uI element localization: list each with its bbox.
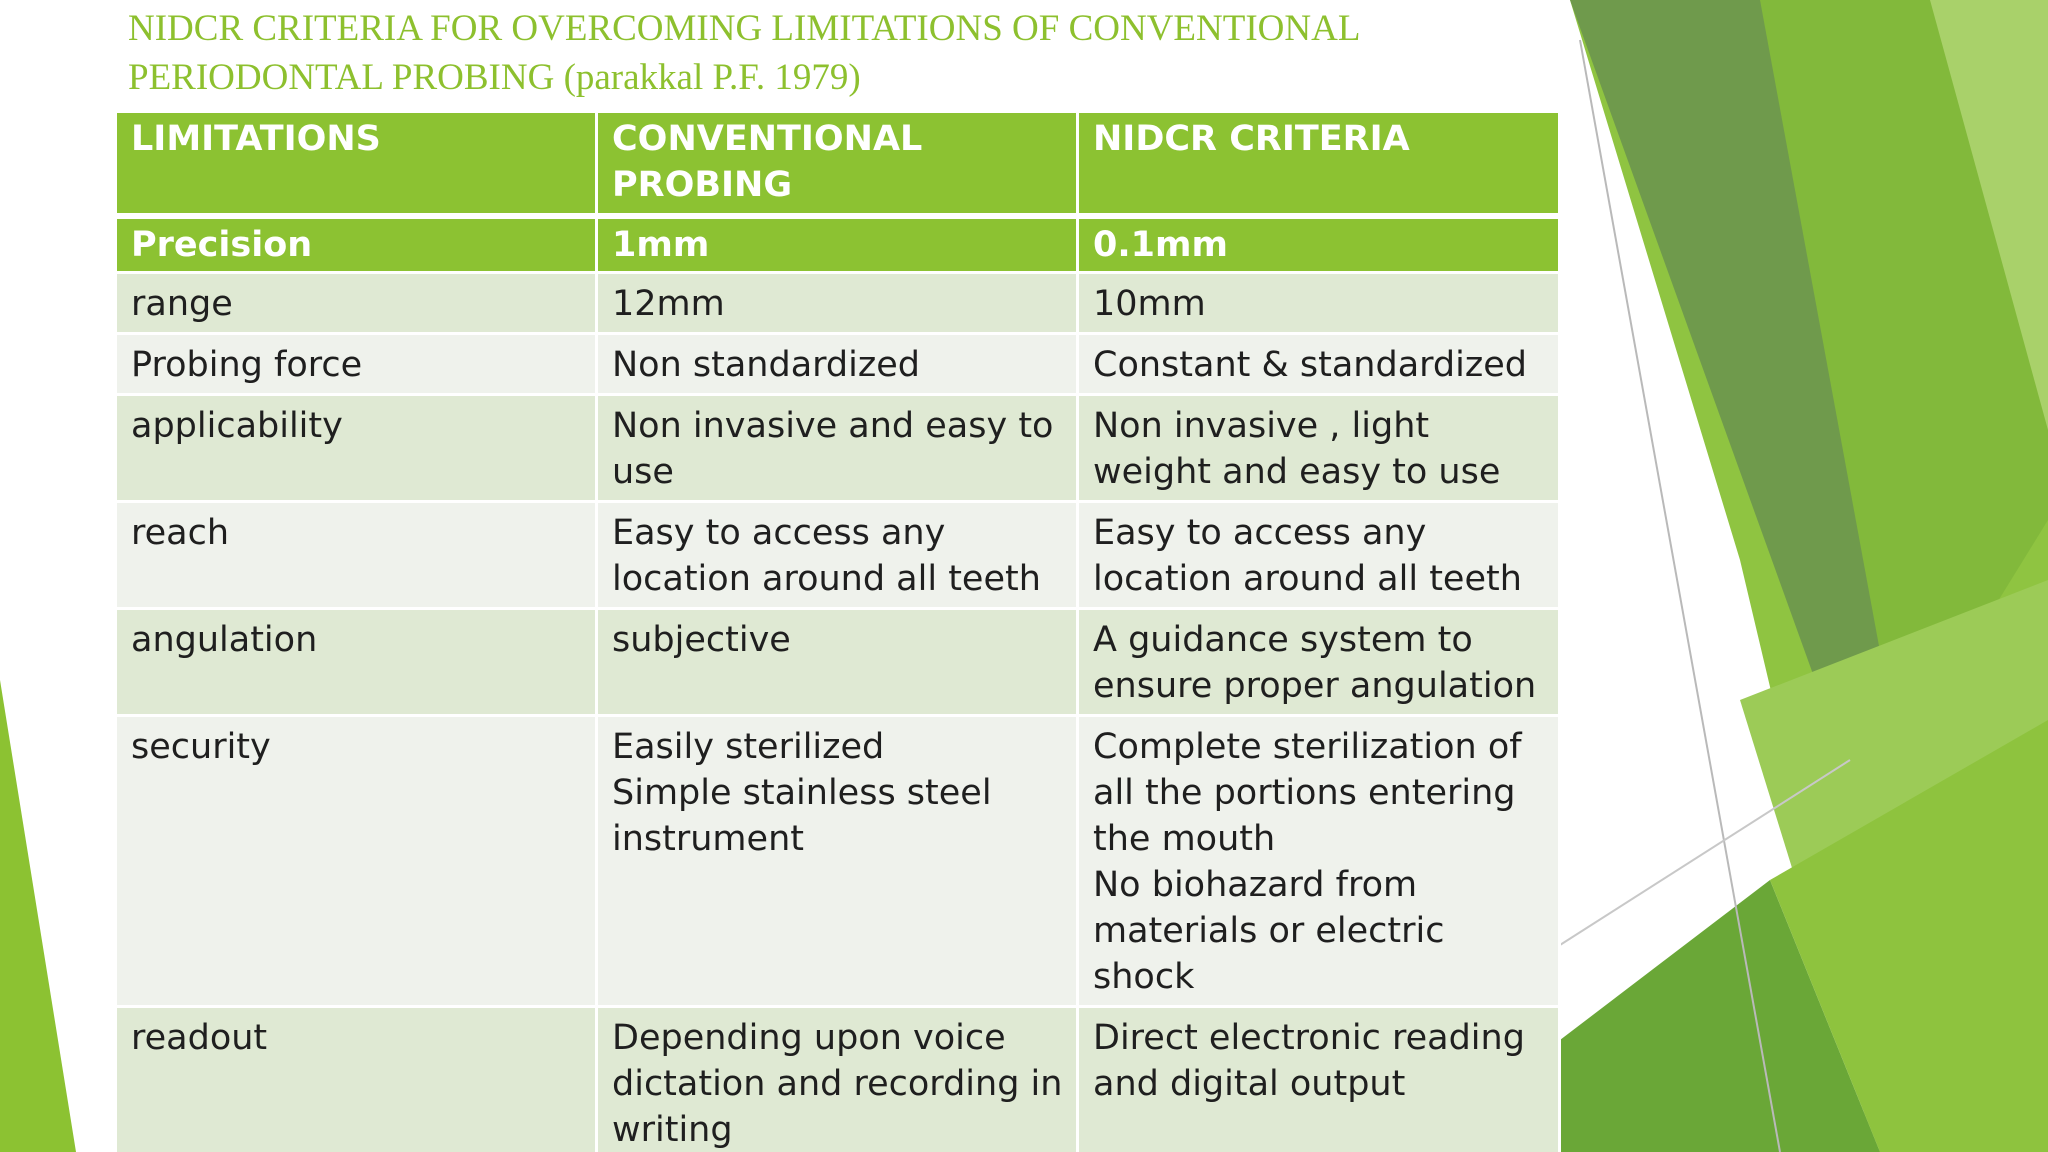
cell-line: Easily sterilized — [612, 727, 885, 767]
cell-conventional — [597, 216, 1078, 273]
cell-conventional — [597, 334, 1078, 395]
cell-line: Non invasive , light weight and easy to use — [1093, 406, 1501, 492]
cell-nidcr — [1078, 395, 1560, 502]
cell-line: Depending upon voice dictation and recording in writing — [612, 1018, 1063, 1150]
table-row-angulation — [116, 609, 1560, 716]
table-row-precision — [116, 216, 1560, 273]
cell-line: Non invasive and easy to use — [612, 406, 1054, 492]
table-row-range — [116, 273, 1560, 334]
table-row-security — [116, 716, 1560, 1007]
cell-line: subjective — [612, 620, 791, 660]
cell-line: Non standardized — [612, 345, 920, 385]
cell-line: 0.1mm — [1093, 225, 1228, 265]
cell-limitation: Probing force — [116, 334, 597, 395]
cell-conventional — [597, 273, 1078, 334]
header-limitations: LIMITATIONS — [116, 112, 597, 217]
cell-limitation: applicability — [116, 395, 597, 502]
cell-nidcr — [1078, 502, 1560, 609]
cell-conventional — [597, 395, 1078, 502]
cell-line: Direct electronic reading and digital output — [1093, 1018, 1525, 1104]
cell-line: Simple stainless steel instrument — [612, 773, 992, 859]
comparison-table-container — [114, 110, 1558, 1152]
cell-conventional — [597, 1007, 1078, 1152]
cell-line: 10mm — [1093, 284, 1206, 324]
table-row-applicability — [116, 395, 1560, 502]
table-row-probing-force — [116, 334, 1560, 395]
cell-line: Constant & standardized — [1093, 345, 1527, 385]
cell-line: 1mm — [612, 225, 710, 265]
cell-line: Easy to access any location around all teeth — [612, 513, 1041, 599]
cell-line: A guidance system to ensure proper angulation — [1093, 620, 1537, 706]
comparison-table — [114, 110, 1561, 1152]
table-row-readout — [116, 1007, 1560, 1152]
cell-limitation: range — [116, 273, 597, 334]
table-header-row — [116, 112, 1560, 217]
cell-limitation: angulation — [116, 609, 597, 716]
cell-conventional — [597, 716, 1078, 1007]
cell-limitation: security — [116, 716, 597, 1007]
cell-line: Complete sterilization of all the portions entering the mouth — [1093, 727, 1522, 859]
cell-nidcr — [1078, 716, 1560, 1007]
cell-line: 12mm — [612, 284, 725, 324]
cell-line: No biohazard from materials or electric shock — [1093, 865, 1445, 997]
header-nidcr-criteria: NIDCR CRITERIA — [1078, 112, 1560, 217]
cell-line: Easy to access any location around all teeth — [1093, 513, 1522, 599]
table-row-reach — [116, 502, 1560, 609]
cell-conventional — [597, 609, 1078, 716]
cell-nidcr — [1078, 216, 1560, 273]
cell-nidcr — [1078, 273, 1560, 334]
bg-shape-left-wedge — [0, 680, 76, 1152]
cell-nidcr — [1078, 1007, 1560, 1152]
cell-limitation: readout — [116, 1007, 597, 1152]
slide-title: NIDCR CRITERIA FOR OVERCOMING LIMITATIONS OF CONVENTIONAL PERIODONTAL PROBING (parakkal P.F. 1979) — [128, 8, 1360, 98]
cell-nidcr — [1078, 334, 1560, 395]
cell-limitation: reach — [116, 502, 597, 609]
cell-nidcr — [1078, 609, 1560, 716]
cell-limitation: Precision — [116, 216, 597, 273]
header-conventional-probing: CONVENTIONAL PROBING — [597, 112, 1078, 217]
cell-conventional — [597, 502, 1078, 609]
